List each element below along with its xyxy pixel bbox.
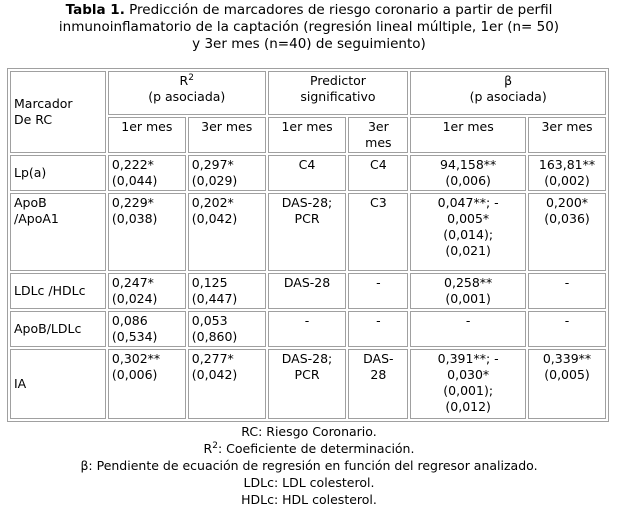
cell-line: 0,229* bbox=[111, 195, 154, 210]
beta-month1-cell bbox=[410, 349, 526, 419]
r2-month1-cell bbox=[108, 311, 186, 347]
header-pred-month3 bbox=[348, 117, 408, 153]
cell-line: /ApoA1 bbox=[14, 211, 59, 226]
header-predictor bbox=[268, 71, 409, 115]
header-pred-month1: 1er mes bbox=[268, 117, 347, 153]
cell-line: C4 bbox=[298, 157, 316, 172]
note-r2-sup: 2 bbox=[212, 440, 218, 451]
cell-line: (0,014); bbox=[443, 227, 494, 242]
cell-line: (0,001); bbox=[443, 383, 494, 398]
note-beta: β: Pendiente de ecuación de regresión en función del regresor analizado. bbox=[80, 458, 538, 473]
marker-cell bbox=[10, 193, 106, 271]
r2-month3-cell bbox=[188, 349, 266, 419]
table-row bbox=[10, 193, 606, 271]
beta-month1-cell bbox=[410, 193, 526, 271]
note-ldlc: LDLc: LDL colesterol. bbox=[243, 475, 375, 490]
cell-line: (0,006) bbox=[445, 173, 491, 188]
cell-line: 0,030* bbox=[447, 367, 490, 382]
r2-month1-cell bbox=[108, 155, 186, 191]
cell-line: 0,302** bbox=[111, 351, 161, 366]
beta-month1-cell bbox=[410, 273, 526, 309]
cell-line: 0,258** bbox=[444, 275, 493, 290]
header-marker bbox=[10, 71, 106, 153]
cell-line: 0,222* bbox=[111, 157, 154, 172]
header-predictor-line: Predictor bbox=[310, 73, 366, 88]
table-row bbox=[10, 273, 606, 309]
cell-line: LDLc /HDLc bbox=[14, 283, 86, 298]
header-beta-sub: (p asociada) bbox=[469, 89, 547, 104]
r2-month1-cell bbox=[108, 193, 186, 271]
predictor-month1-cell bbox=[268, 155, 347, 191]
predictor-month1-cell bbox=[268, 349, 347, 419]
cell-line: - bbox=[376, 313, 381, 328]
marker-cell bbox=[10, 155, 106, 191]
cell-line: 0,277* bbox=[191, 351, 234, 366]
r2-month3-cell bbox=[188, 273, 266, 309]
cell-line: 0,125 bbox=[191, 275, 228, 290]
results-table bbox=[7, 68, 609, 422]
header-marker-line: Marcador bbox=[14, 96, 73, 111]
header-predictor-line: significativo bbox=[300, 89, 376, 104]
beta-month3-cell bbox=[528, 311, 606, 347]
cell-line: - bbox=[376, 275, 381, 290]
cell-line: ApoB/LDLc bbox=[14, 321, 82, 336]
beta-month3-cell bbox=[528, 155, 606, 191]
beta-month1-cell bbox=[410, 311, 526, 347]
cell-line: Lp(a) bbox=[14, 165, 47, 180]
r2-month1-cell bbox=[108, 273, 186, 309]
cell-line: (0,534) bbox=[111, 329, 158, 344]
cell-line: (0,021) bbox=[445, 243, 491, 258]
cell-line: - bbox=[564, 275, 570, 290]
cell-line: 0,339** bbox=[542, 351, 592, 366]
r2-month3-cell bbox=[188, 155, 266, 191]
caption-line-3: y 3er mes (n=40) de seguimiento) bbox=[192, 36, 426, 52]
cell-line: DAS-28 bbox=[283, 275, 331, 290]
header-r2-title bbox=[112, 73, 262, 89]
cell-line: (0,860) bbox=[191, 329, 238, 344]
cell-line: 0,297* bbox=[191, 157, 234, 172]
header-pred-month3-line: mes bbox=[365, 135, 392, 150]
cell-line: 0,200* bbox=[545, 195, 589, 210]
caption-line-1 bbox=[0, 2, 618, 19]
predictor-month1-cell bbox=[268, 311, 347, 347]
cell-line: C3 bbox=[370, 195, 387, 210]
cell-line: - bbox=[304, 313, 310, 328]
header-beta-symbol: β bbox=[504, 73, 513, 88]
cell-line: 28 bbox=[370, 367, 387, 382]
cell-line: (0,042) bbox=[191, 211, 238, 226]
cell-line: 0,247* bbox=[111, 275, 154, 290]
beta-month3-cell bbox=[528, 273, 606, 309]
predictor-month3-cell bbox=[348, 155, 408, 191]
header-pred-month3-line: 3er bbox=[367, 119, 389, 134]
cell-line: IA bbox=[14, 376, 27, 391]
cell-line: 0,391**; - bbox=[437, 351, 499, 366]
r2-month1-cell bbox=[108, 349, 186, 419]
marker-cell bbox=[10, 311, 106, 347]
table-row bbox=[10, 311, 606, 347]
note-rc: RC: Riesgo Coronario. bbox=[241, 424, 377, 439]
cell-line: (0,447) bbox=[191, 291, 238, 306]
note-hdlc: HDLc: HDL colesterol. bbox=[241, 492, 377, 507]
header-r2 bbox=[108, 71, 266, 115]
cell-line: 163,81** bbox=[538, 157, 596, 172]
cell-line: 0,053 bbox=[191, 313, 228, 328]
note-r2 bbox=[0, 440, 618, 457]
predictor-month3-cell bbox=[348, 273, 408, 309]
table-row bbox=[10, 155, 606, 191]
header-beta-month1: 1er mes bbox=[410, 117, 526, 153]
cell-line: (0,006) bbox=[111, 367, 158, 382]
cell-line: DAS- bbox=[363, 351, 394, 366]
header-r2-month3: 3er mes bbox=[188, 117, 266, 153]
note-r2-text: : Coeficiente de determinación. bbox=[217, 441, 415, 456]
cell-line: PCR bbox=[294, 367, 320, 382]
cell-line: DAS-28; bbox=[281, 351, 333, 366]
cell-line: (0,024) bbox=[111, 291, 158, 306]
cell-line: (0,042) bbox=[191, 367, 238, 382]
table-notes bbox=[0, 423, 618, 508]
cell-line: (0,044) bbox=[111, 173, 158, 188]
r2-month3-cell bbox=[188, 193, 266, 271]
beta-month1-cell bbox=[410, 155, 526, 191]
caption-line-2: inmunoinflamatorio de la captación (regresión lineal múltiple, 1er (n= 50) bbox=[58, 19, 560, 35]
caption-label: Tabla 1. bbox=[65, 2, 125, 18]
header-r2-sup: 2 bbox=[188, 72, 194, 83]
cell-line: 0,047**; - bbox=[437, 195, 499, 210]
header-r2-month1: 1er mes bbox=[108, 117, 186, 153]
note-r2-symbol: R bbox=[203, 441, 213, 456]
marker-cell bbox=[10, 273, 106, 309]
table-body bbox=[10, 155, 606, 419]
cell-line: (0,036) bbox=[544, 211, 590, 226]
cell-line: PCR bbox=[294, 211, 320, 226]
header-r2-sub: (p asociada) bbox=[148, 89, 226, 104]
cell-line: (0,012) bbox=[445, 399, 491, 414]
cell-line: 94,158** bbox=[440, 157, 497, 172]
predictor-month3-cell bbox=[348, 311, 408, 347]
cell-line: (0,038) bbox=[111, 211, 158, 226]
cell-line: (0,002) bbox=[544, 173, 590, 188]
header-marker-line: De RC bbox=[14, 112, 53, 127]
predictor-month1-cell bbox=[268, 193, 347, 271]
cell-line: 0,086 bbox=[111, 313, 148, 328]
cell-line: 0,202* bbox=[191, 195, 234, 210]
predictor-month1-cell bbox=[268, 273, 347, 309]
header-beta-month3: 3er mes bbox=[528, 117, 606, 153]
header-beta bbox=[410, 71, 606, 115]
caption-text-1: Predicción de marcadores de riesgo coronario a partir de perfil bbox=[129, 2, 553, 18]
cell-line: (0,001) bbox=[445, 291, 491, 306]
table-row bbox=[10, 349, 606, 419]
cell-line: (0,005) bbox=[544, 367, 590, 382]
cell-line: C4 bbox=[370, 157, 387, 172]
cell-line: 0,005* bbox=[447, 211, 490, 226]
predictor-month3-cell bbox=[348, 193, 408, 271]
beta-month3-cell bbox=[528, 349, 606, 419]
cell-line: DAS-28; bbox=[281, 195, 333, 210]
marker-cell bbox=[10, 349, 106, 419]
predictor-month3-cell bbox=[348, 349, 408, 419]
r2-month3-cell bbox=[188, 311, 266, 347]
header-r2-symbol: R bbox=[179, 73, 189, 88]
cell-line: - bbox=[465, 313, 471, 328]
header-row-1 bbox=[10, 71, 606, 115]
cell-line: ApoB bbox=[14, 195, 47, 210]
beta-month3-cell bbox=[528, 193, 606, 271]
cell-line: - bbox=[564, 313, 570, 328]
table-caption bbox=[0, 2, 618, 53]
cell-line: (0,029) bbox=[191, 173, 238, 188]
